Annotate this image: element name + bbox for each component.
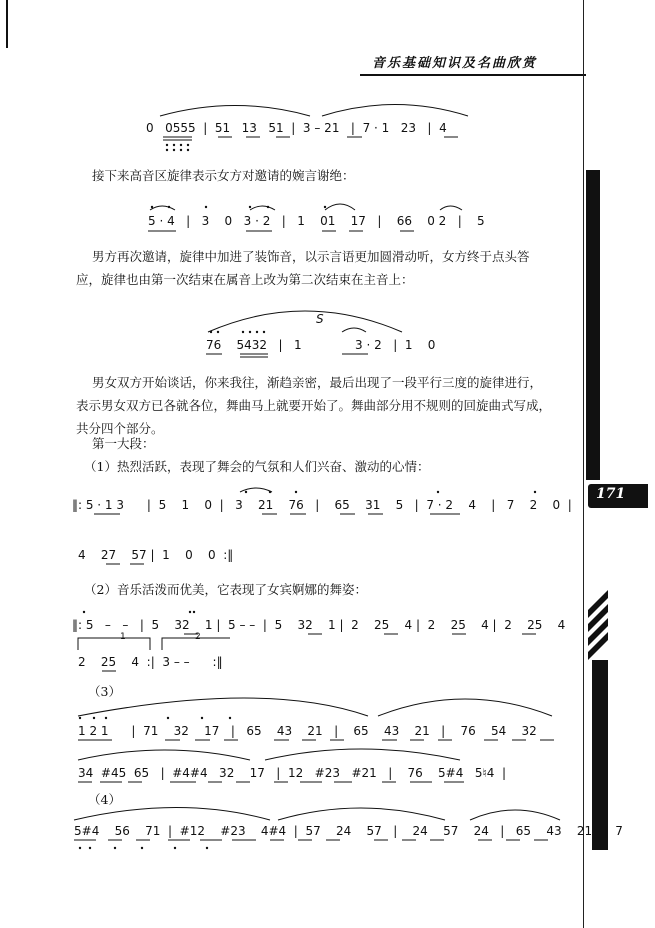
paragraph-2a: 男方再次邀请，旋律中加进了装饰音，以示言语更加圆滑动听，女方终于点头答 bbox=[92, 249, 530, 264]
volta-bracket bbox=[78, 638, 150, 650]
slur bbox=[74, 808, 270, 821]
slur bbox=[150, 206, 175, 210]
score-line-2: 5 · 4 | 3 0 3 · 2 | 1 01 17 | 66 0 2 | 5 bbox=[148, 214, 485, 228]
slur bbox=[160, 106, 310, 117]
item-3-heading: （3） bbox=[88, 684, 121, 699]
slur bbox=[240, 488, 272, 492]
item-1-heading: （1）热烈活跃，表现了舞会的气氛和人们兴奋、激动的心情： bbox=[84, 459, 430, 474]
slur bbox=[342, 328, 366, 332]
slur bbox=[278, 808, 445, 820]
slur bbox=[325, 204, 355, 210]
slur bbox=[250, 206, 275, 210]
score-line-6: ‖: 5 – – | 5 32 1 | 5 – – | 5 32 1 | 2 25 4 | 2 25 4 | 2 25 4 bbox=[72, 618, 566, 632]
running-header: 音乐基础知识及名曲欣赏 bbox=[372, 56, 538, 71]
slur bbox=[265, 749, 460, 760]
page-number: 171 bbox=[596, 486, 626, 502]
score-line-7: 2 25 4 :| 3 – – :‖ bbox=[78, 655, 223, 669]
slur bbox=[78, 750, 250, 760]
item-4-heading: （4） bbox=[88, 792, 121, 807]
score-line-4: ‖: 5 · 1 3 | 5 1 0 | 3 21 76 | 65 31 5 | 7 · 2 4 | 7 2 0 | bbox=[72, 498, 572, 512]
score-line-10: 5#4 56 71 | #12 #23 4#4 | 57 24 57 | 24 57 24 | 65 43 21 | 7 bbox=[74, 824, 623, 838]
score-line-8: 1 2 1 | 71 32 17 | 65 43 21 | 65 43 21 | 76 54 32 bbox=[78, 724, 537, 738]
slur bbox=[378, 699, 552, 716]
volta-1-label: 1 bbox=[120, 632, 126, 642]
paragraph-1: 接下来高音区旋律表示女方对邀请的婉言谢绝： bbox=[92, 168, 355, 183]
paragraph-3b: 表示男女双方已各就各位，舞曲马上就要开始了。舞曲部分用不规则的回旋曲式写成， bbox=[76, 398, 552, 413]
slur bbox=[440, 206, 462, 210]
score-line-1: 0 0555 | 51 13 51 | 3 – 21 | 7 · 1 23 | 4 bbox=[146, 121, 447, 135]
paragraph-3c: 共分四个部分。 bbox=[76, 421, 164, 436]
paragraph-3a: 男女双方开始谈话，你来我往，渐趋亲密，最后出现了一段平行三度的旋律进行， bbox=[92, 375, 543, 390]
item-2-heading: （2）音乐活泼而优美，它表现了女宾婀娜的舞姿： bbox=[84, 582, 367, 597]
slur bbox=[322, 105, 468, 117]
slur bbox=[470, 810, 560, 820]
section-heading-1: 第一大段： bbox=[92, 436, 155, 451]
score-line-3: 76 5432 | 1 3 · 2 | 1 0 bbox=[206, 338, 436, 352]
volta-bracket bbox=[162, 638, 230, 650]
turn-ornament: S bbox=[316, 312, 324, 326]
slur bbox=[78, 698, 368, 716]
score-line-9: 34 #45 65 | #4#4 32 17 | 12 #23 #21 | 76 5#4 5♮4 | bbox=[78, 766, 507, 780]
paragraph-2b: 应，旋律也由第一次结束在属音上改为第二次结束在主音上： bbox=[76, 272, 414, 287]
slur bbox=[208, 311, 402, 332]
score-line-5: 4 27 57 | 1 0 0 :‖ bbox=[78, 548, 234, 562]
volta-2-label: 2 bbox=[195, 632, 201, 642]
